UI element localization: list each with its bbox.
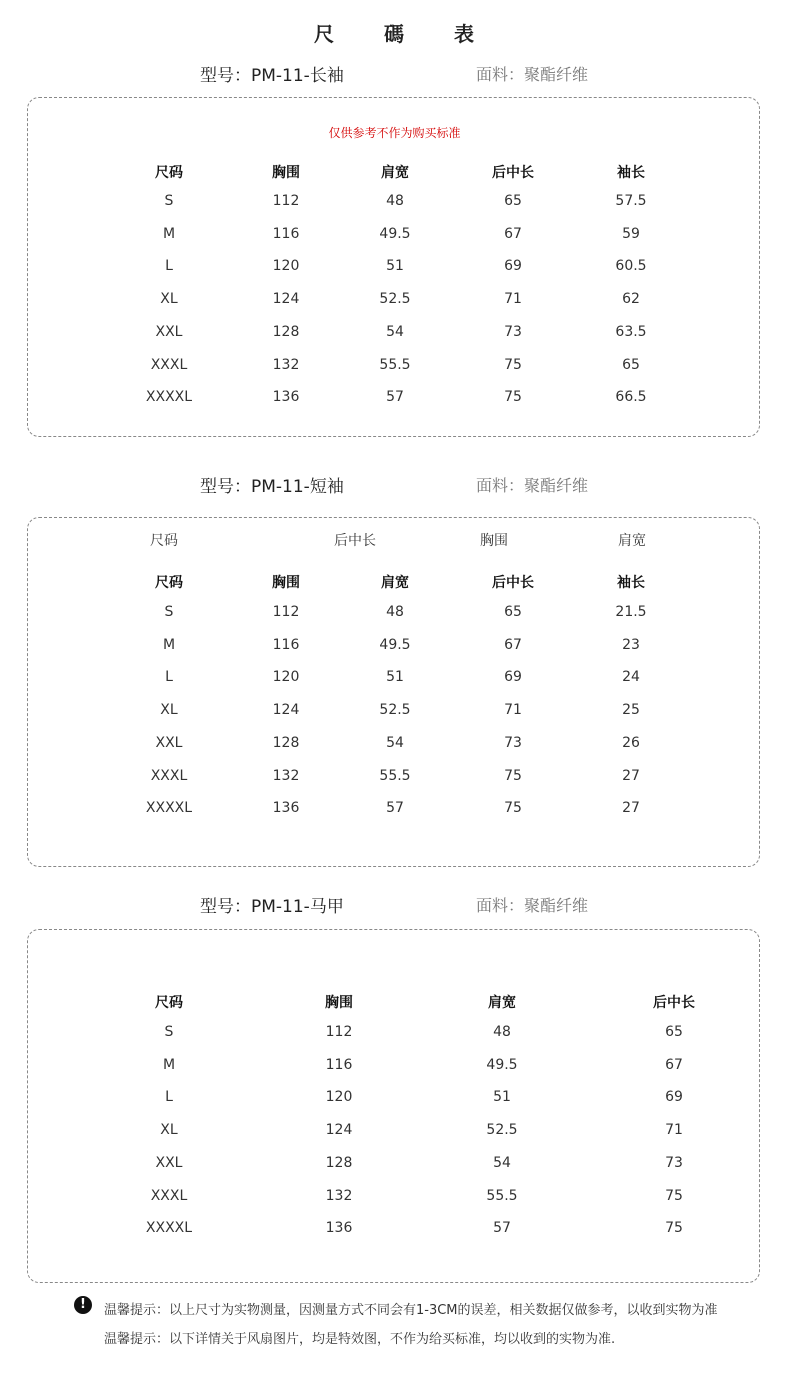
measurement-cell: 75 xyxy=(504,357,522,373)
measurement-cell: 49.5 xyxy=(486,1057,518,1073)
measurement-cell: 132 xyxy=(272,357,300,373)
measurement-cell: 59 xyxy=(622,226,640,242)
measurement-cell: 65 xyxy=(504,193,522,209)
measurement-cell: 65 xyxy=(504,604,522,620)
size-table-vest xyxy=(27,929,760,1283)
fabric-label: 面料：聚酯纤维 xyxy=(476,896,589,915)
measurement-cell: 124 xyxy=(272,702,300,718)
measurement-cell: 25 xyxy=(622,702,640,718)
measurement-cell: 51 xyxy=(386,258,404,274)
measurement-cell: 57 xyxy=(386,800,404,816)
model-label: 型号：PM-11-马甲 xyxy=(200,897,344,917)
page-title-char: 尺 xyxy=(314,22,336,46)
column-header: 肩宽 xyxy=(488,995,516,1011)
page-title-char: 碼 xyxy=(384,22,406,46)
column-header: 胸围 xyxy=(272,575,300,591)
measurement-cell: 120 xyxy=(272,258,300,274)
size-cell: M xyxy=(162,226,176,242)
measurement-cell: 52.5 xyxy=(379,291,411,307)
size-cell: S xyxy=(164,1024,174,1040)
measurement-cell: 65 xyxy=(665,1024,683,1040)
measurement-cell: 57.5 xyxy=(615,193,647,209)
column-header: 后中长 xyxy=(492,165,534,181)
column-header: 肩宽 xyxy=(381,165,409,181)
measurement-cell: 73 xyxy=(504,735,522,751)
measurement-cell: 75 xyxy=(665,1188,683,1204)
measurement-cell: 55.5 xyxy=(379,357,411,373)
column-header: 尺码 xyxy=(155,575,183,591)
section-header-vest xyxy=(0,892,790,916)
column-header: 胸围 xyxy=(272,165,300,181)
measurement-cell: 67 xyxy=(665,1057,683,1073)
measurement-cell: 63.5 xyxy=(615,324,647,340)
measurement-cell: 27 xyxy=(622,768,640,784)
measurement-cell: 67 xyxy=(504,226,522,242)
measurement-cell: 57 xyxy=(386,389,404,405)
size-cell: XXXXL xyxy=(145,1220,193,1236)
model-label: 型号：PM-11-短袖 xyxy=(200,477,344,497)
measurement-cell: 112 xyxy=(272,193,300,209)
measurement-cell: 73 xyxy=(504,324,522,340)
measurement-cell: 62 xyxy=(622,291,640,307)
measurement-cell: 75 xyxy=(504,768,522,784)
measurement-cell: 48 xyxy=(386,604,404,620)
measurement-cell: 51 xyxy=(493,1089,511,1105)
measurement-cell: 116 xyxy=(272,637,300,653)
size-cell: M xyxy=(162,1057,176,1073)
measurement-cell: 67 xyxy=(504,637,522,653)
model-label: 型号：PM-11-长袖 xyxy=(200,66,344,86)
measurement-cell: 26 xyxy=(622,735,640,751)
measurement-cell: 54 xyxy=(493,1155,511,1171)
measurement-cell: 49.5 xyxy=(379,226,411,242)
measurement-cell: 120 xyxy=(325,1089,353,1105)
column-header: 袖长 xyxy=(617,165,645,181)
section-header-short-sleeve xyxy=(0,472,790,496)
measurement-cell: 57 xyxy=(493,1220,511,1236)
size-table-short-sleeve xyxy=(27,517,760,867)
measurement-cell: 60.5 xyxy=(615,258,647,274)
tip-line-2: 温馨提示：以下详情关于风扇图片，均是特效图，不作为给买标准，均以收到的实物为准. xyxy=(104,1332,616,1347)
measurement-cell: 24 xyxy=(622,669,640,685)
subheader-chest: 胸围 xyxy=(480,533,508,549)
page-title xyxy=(0,18,790,47)
exclamation-icon: ! xyxy=(74,1296,92,1314)
measurement-cell: 49.5 xyxy=(379,637,411,653)
column-header: 后中长 xyxy=(492,575,534,591)
measurement-cell: 48 xyxy=(386,193,404,209)
size-cell: S xyxy=(164,193,174,209)
size-cell: XXXXL xyxy=(145,800,193,816)
measurement-cell: 128 xyxy=(325,1155,353,1171)
measurement-cell: 128 xyxy=(272,324,300,340)
column-header: 尺码 xyxy=(155,995,183,1011)
fabric-label: 面料：聚酯纤维 xyxy=(476,65,589,84)
size-cell: XXL xyxy=(155,324,183,340)
column-header: 后中长 xyxy=(653,995,695,1011)
measurement-cell: 69 xyxy=(665,1089,683,1105)
measurement-cell: 75 xyxy=(504,389,522,405)
measurement-cell: 136 xyxy=(325,1220,353,1236)
size-cell: XXXL xyxy=(150,1188,188,1204)
measurement-cell: 112 xyxy=(272,604,300,620)
subheader-size: 尺码 xyxy=(150,533,178,549)
measurement-cell: 55.5 xyxy=(486,1188,518,1204)
measurement-cell: 54 xyxy=(386,324,404,340)
measurement-cell: 120 xyxy=(272,669,300,685)
size-cell: XXL xyxy=(155,1155,183,1171)
measurement-cell: 48 xyxy=(493,1024,511,1040)
page-title-char: 表 xyxy=(454,22,476,46)
measurement-cell: 51 xyxy=(386,669,404,685)
size-cell: XXL xyxy=(155,735,183,751)
measurement-cell: 75 xyxy=(504,800,522,816)
measurement-cell: 124 xyxy=(325,1122,353,1138)
measurement-cell: 54 xyxy=(386,735,404,751)
size-cell: L xyxy=(165,669,173,685)
column-header: 尺码 xyxy=(155,165,183,181)
size-cell: L xyxy=(165,258,173,274)
size-cell: XXXL xyxy=(150,768,188,784)
size-cell: XL xyxy=(160,702,178,718)
measurement-cell: 55.5 xyxy=(379,768,411,784)
subheader-shoulder: 肩宽 xyxy=(618,533,646,549)
measurement-cell: 116 xyxy=(325,1057,353,1073)
column-header: 袖长 xyxy=(617,575,645,591)
measurement-cell: 69 xyxy=(504,669,522,685)
measurement-cell: 124 xyxy=(272,291,300,307)
column-header: 肩宽 xyxy=(381,575,409,591)
measurement-cell: 128 xyxy=(272,735,300,751)
size-cell: XL xyxy=(160,291,178,307)
section-header-long-sleeve xyxy=(0,61,790,85)
size-cell: XL xyxy=(160,1122,178,1138)
measurement-cell: 73 xyxy=(665,1155,683,1171)
size-cell: L xyxy=(165,1089,173,1105)
measurement-cell: 71 xyxy=(504,702,522,718)
measurement-cell: 65 xyxy=(622,357,640,373)
measurement-cell: 116 xyxy=(272,226,300,242)
size-cell: S xyxy=(164,604,174,620)
size-table-long-sleeve xyxy=(27,97,760,437)
measurement-cell: 136 xyxy=(272,389,300,405)
measurement-cell: 66.5 xyxy=(615,389,647,405)
size-cell: XXXL xyxy=(150,357,188,373)
size-cell: XXXXL xyxy=(145,389,193,405)
measurement-cell: 69 xyxy=(504,258,522,274)
measurement-cell: 23 xyxy=(622,637,640,653)
fabric-label: 面料：聚酯纤维 xyxy=(476,476,589,495)
measurement-cell: 52.5 xyxy=(379,702,411,718)
measurement-cell: 71 xyxy=(504,291,522,307)
measurement-cell: 21.5 xyxy=(615,604,647,620)
measurement-cell: 112 xyxy=(325,1024,353,1040)
size-cell: M xyxy=(162,637,176,653)
measurement-cell: 71 xyxy=(665,1122,683,1138)
measurement-cell: 27 xyxy=(622,800,640,816)
measurement-cell: 75 xyxy=(665,1220,683,1236)
tip-line-1: 温馨提示：以上尺寸为实物测量，因测量方式不同会有1-3CM的误差，相关数据仅做参考，以收到实物为准 xyxy=(104,1303,718,1318)
measurement-cell: 132 xyxy=(325,1188,353,1204)
measurement-cell: 52.5 xyxy=(486,1122,518,1138)
column-header: 胸围 xyxy=(325,995,353,1011)
reference-note: 仅供参考不作为购买标准 xyxy=(328,126,461,140)
measurement-cell: 132 xyxy=(272,768,300,784)
measurement-cell: 136 xyxy=(272,800,300,816)
subheader-back-length: 后中长 xyxy=(334,533,376,549)
